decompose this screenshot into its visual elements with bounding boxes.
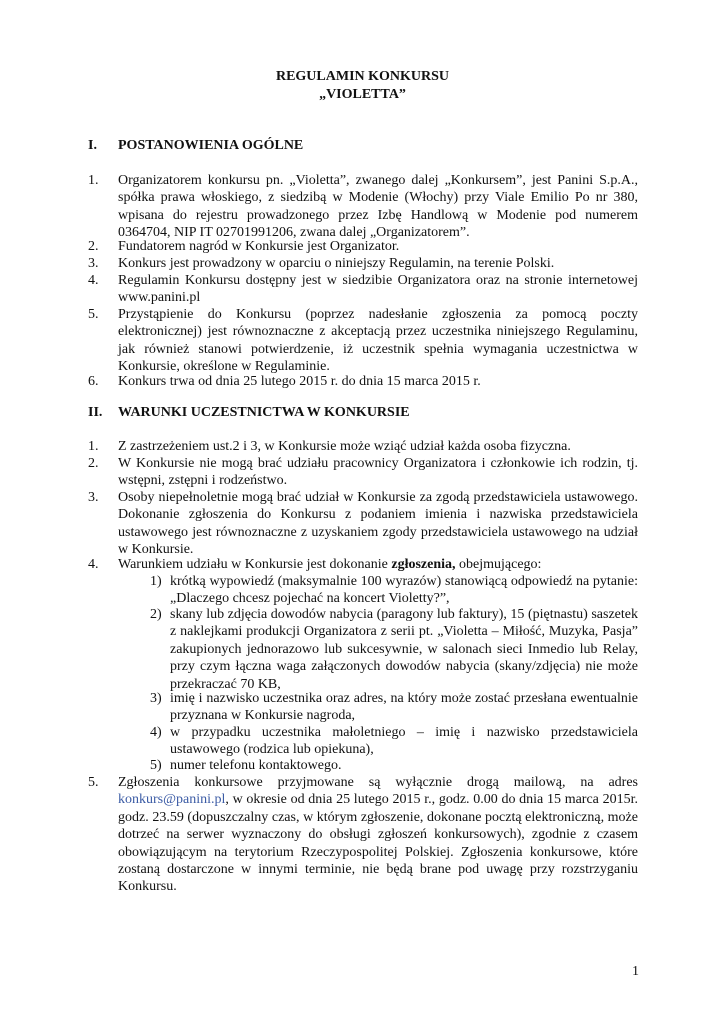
subitem-number: 5) bbox=[150, 758, 162, 773]
item-text: Konkurs trwa od dnia 25 lutego 2015 r. do dnia 15 marca 2015 r. bbox=[118, 374, 481, 389]
section-heading-participation bbox=[88, 404, 410, 421]
subitem-number: 1) bbox=[150, 574, 162, 589]
subitem-number: 2) bbox=[150, 607, 162, 622]
sub-list-item bbox=[150, 606, 638, 693]
item-text-bold: zgłoszenia, bbox=[391, 557, 456, 572]
item-text: Przystąpienie do Konkursu (poprzez nadesłanie zgłoszenia za pomocą poczty elektronicznej) jest równoznaczne z akceptacją przez uczestnika niniejszego Regulaminu, jak również stanowi potwierdzenie, iż uczestnik spełnia wymagania uczestnictwa w Konkursie, określone w Regulaminie. bbox=[118, 307, 638, 375]
item-text: Regulamin Konkursu dostępny jest w siedzibie Organizatora oraz na stronie internetowej www.panini.pl bbox=[118, 273, 638, 306]
subitem-text: imię i nazwisko uczestnika oraz adres, na który może zostać przesłana ewentualnie przyznana w Konkursie nagroda, bbox=[170, 691, 638, 724]
item-number: 2. bbox=[88, 456, 99, 471]
item-text-part: obejmującego: bbox=[455, 557, 542, 572]
list-item bbox=[88, 556, 638, 573]
item-text-part: , w okresie od dnia 25 lutego 2015 r., godz. 0.00 do dnia 15 marca 2015r. godz. 23.59 (dopuszczalny czas, w którym zgłoszenie, dokonane pocztą elektroniczną, może dotrzeć na serwer wyznaczony do obsługi zgłoszeń konkursowych), zgodnie z czasem obowiązującym na terytorium Rzeczypospolitej Polskiej. Zgłoszenia konkursowe, które zostaną dostarczone w innymi terminie, nie będą brane pod uwagę przy rozstrzyganiu Konkursu. bbox=[118, 792, 638, 895]
subitem-text: skany lub zdjęcia dowodów nabycia (paragony lub faktury), 15 (piętnastu) saszetek z naklejkami produkcji Organizatora z serii pt. „Violetta – Miłość, Muzyka, Pasja” zakupionych jednorazowo lub sukcesywnie, w salonach sieci Inmedio lub Relay, przy czym łączna waga załączonych dowodów nabycia (skany/zdjęcia) nie może przekraczać 70 KB, bbox=[170, 607, 638, 692]
item-number: 2. bbox=[88, 239, 99, 254]
subitem-text: numer telefonu kontaktowego. bbox=[170, 758, 342, 773]
item-text-part: Zgłoszenia konkursowe przyjmowane są wyłącznie drogą mailową, na adres bbox=[118, 775, 638, 790]
subitem-text: w przypadku uczestnika małoletniego – imię i nazwisko przedstawiciela ustawowego (rodzica lub opiekuna), bbox=[170, 725, 638, 758]
item-number: 3. bbox=[88, 256, 99, 271]
item-text bbox=[118, 556, 638, 573]
list-item bbox=[88, 438, 638, 455]
list-item bbox=[88, 238, 638, 255]
list-item bbox=[88, 255, 638, 272]
subitem-number: 3) bbox=[150, 691, 162, 706]
list-item bbox=[88, 306, 638, 376]
section-title: WARUNKI UCZESTNICTWA W KONKURSIE bbox=[118, 405, 410, 420]
section-title: POSTANOWIENIA OGÓLNE bbox=[118, 138, 304, 153]
list-item bbox=[88, 373, 638, 390]
item-number: 4. bbox=[88, 273, 99, 288]
list-item bbox=[88, 774, 638, 896]
document-title: REGULAMIN KONKURSU bbox=[275, 69, 450, 84]
list-item bbox=[88, 455, 638, 490]
item-number: 5. bbox=[88, 775, 99, 790]
list-item bbox=[88, 489, 638, 559]
section-number: II. bbox=[88, 405, 103, 420]
document-subtitle: „VIOLETTA” bbox=[319, 87, 406, 102]
item-number: 6. bbox=[88, 374, 99, 389]
list-item bbox=[88, 272, 638, 307]
item-number: 1. bbox=[88, 439, 99, 454]
item-number: 4. bbox=[88, 557, 99, 572]
item-number: 1. bbox=[88, 173, 99, 188]
sub-list-item bbox=[150, 724, 638, 759]
email-link[interactable]: konkurs@panini.pl bbox=[118, 792, 226, 808]
item-text: W Konkursie nie mogą brać udziału pracownicy Organizatora i członkowie ich rodzin, tj. wstępni, zstępni i rodzeństwo. bbox=[118, 456, 638, 489]
item-text-part: Warunkiem udziału w Konkursie jest dokonanie bbox=[118, 557, 392, 572]
sub-list-item bbox=[150, 757, 638, 774]
item-text bbox=[118, 774, 638, 896]
section-heading-general bbox=[88, 137, 303, 154]
list-item bbox=[88, 172, 638, 242]
subitem-text: krótką wypowiedź (maksymalnie 100 wyrazów) stanowiącą odpowiedź na pytanie: „Dlaczego chcesz pojechać na koncert Violetty?”, bbox=[170, 574, 638, 607]
item-text: Konkurs jest prowadzony w oparciu o niniejszy Regulamin, na terenie Polski. bbox=[118, 256, 555, 271]
item-text: Fundatorem nagród w Konkursie jest Organizator. bbox=[118, 239, 400, 254]
item-text: Osoby niepełnoletnie mogą brać udział w Konkursie za zgodą przedstawiciela ustawowego. Dokonanie zgłoszenia do Konkursu z podaniem imienia i nazwiska przedstawiciela ustawowego jest równoznaczne z uzyskaniem zgody przedstawiciela ustawowego na udział w Konkursie. bbox=[118, 490, 638, 558]
page-number: 1 bbox=[632, 964, 639, 979]
subitem-number: 4) bbox=[150, 725, 162, 740]
sub-list-item bbox=[150, 573, 638, 608]
item-text: Organizatorem konkursu pn. „Violetta”, zwanego dalej „Konkursem”, jest Panini S.p.A., spółka prawa włoskiego, z siedzibą w Modenie (Włochy) przy Viale Emilio Po nr 380, wpisana do rejestru prowadzonego przez Izbę Handlową w Modenie pod numerem 0364704, NIP IT 02701991206, zwana dalej „Organizatorem”. bbox=[118, 173, 638, 241]
item-text: Z zastrzeżeniem ust.2 i 3, w Konkursie może wziąć udział każda osoba fizyczna. bbox=[118, 439, 571, 454]
item-number: 3. bbox=[88, 490, 99, 505]
section-number: I. bbox=[88, 138, 97, 153]
sub-list-item bbox=[150, 690, 638, 725]
item-number: 5. bbox=[88, 307, 99, 322]
